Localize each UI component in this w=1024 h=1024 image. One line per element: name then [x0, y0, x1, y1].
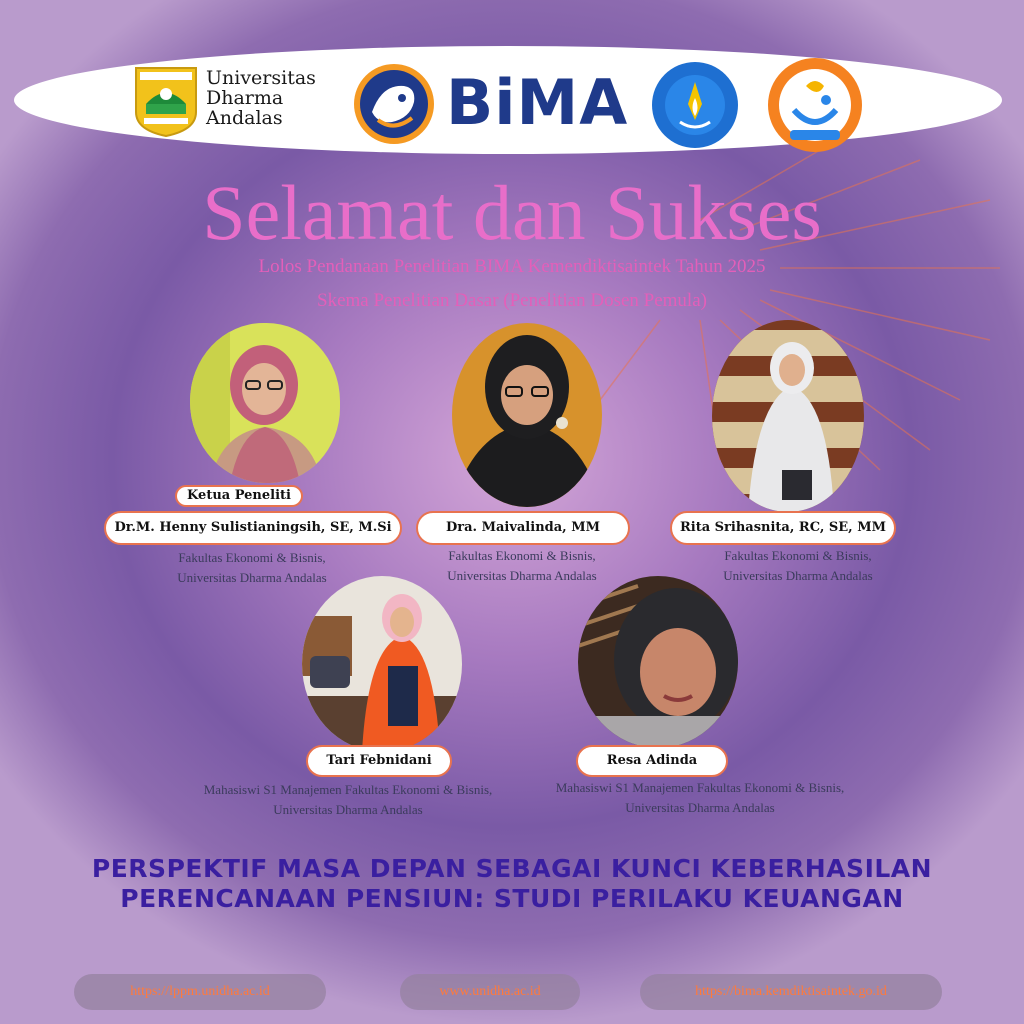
tut-wuri-handayani-logo — [650, 60, 740, 150]
member-photo-maivalinda — [452, 323, 602, 507]
bima-emblem-logo — [352, 62, 436, 146]
research-title — [40, 854, 984, 914]
university-website-link[interactable]: www.unidha.ac.id — [400, 974, 580, 1010]
member-name-5: Resa Adinda — [576, 745, 728, 777]
research-title-line2: PERENCANAAN PENSIUN: STUDI PERILAKU KEUANGAN — [120, 884, 904, 913]
university-name-line2: Dharma — [206, 87, 284, 109]
member-name-4: Tari Febnidani — [306, 745, 452, 777]
poster-title: Selamat dan Sukses — [202, 169, 822, 256]
member-name-2: Dra. Maivalinda, MM — [416, 511, 630, 545]
affiliation-line: Fakultas Ekonomi & Bisnis, — [724, 548, 872, 563]
member-affiliation-4 — [170, 780, 526, 820]
university-name-line3: Andalas — [206, 107, 283, 129]
member-affiliation-3 — [648, 546, 948, 586]
affiliation-line: Fakultas Ekonomi & Bisnis, — [448, 548, 596, 563]
bima-portal-link[interactable]: https://bima.kemdiktisaintek.go.id — [640, 974, 942, 1010]
member-photo-resa — [578, 576, 738, 748]
member-photo-rita — [712, 320, 864, 512]
member-photo-henny — [190, 323, 340, 483]
member-name-3: Rita Srihasnita, RC, SE, MM — [670, 511, 896, 545]
member-name-1: Dr.M. Henny Sulistianingsih, SE, M.Si — [104, 511, 402, 545]
funding-subtitle: Lolos Pendanaan Penelitian BIMA Kemendiktisaintek Tahun 2025 — [258, 256, 766, 277]
affiliation-line: Universitas Dharma Andalas — [177, 570, 327, 585]
affiliation-line: Mahasiswi S1 Manajemen Fakultas Ekonomi & Bisnis, — [555, 780, 845, 795]
affiliation-line: Fakultas Ekonomi & Bisnis, — [178, 550, 326, 565]
member-photo-tari — [302, 576, 462, 752]
member-affiliation-2 — [372, 546, 672, 586]
affiliation-line: Universitas Dharma Andalas — [447, 568, 597, 583]
affiliation-line: Mahasiswi S1 Manajemen Fakultas Ekonomi & Bisnis, — [203, 782, 493, 797]
udha-crest-logo — [132, 64, 200, 138]
lead-researcher-badge: Ketua Peneliti — [175, 485, 303, 507]
lppm-link[interactable]: https://lppm.unidha.ac.id — [74, 974, 326, 1010]
affiliation-line: Universitas Dharma Andalas — [723, 568, 873, 583]
university-name-line1: Universitas — [206, 67, 316, 89]
bima-wordmark: BiMA — [446, 66, 629, 139]
diktisaintek-berdampak-logo — [766, 56, 864, 154]
affiliation-line: Universitas Dharma Andalas — [625, 800, 775, 815]
research-title-line1: PERSPEKTIF MASA DEPAN SEBAGAI KUNCI KEBERHASILAN — [91, 854, 933, 883]
university-name — [206, 68, 316, 128]
member-affiliation-5 — [526, 778, 874, 818]
affiliation-line: Universitas Dharma Andalas — [273, 802, 423, 817]
scheme-subtitle: Skema Penelitian Dasar (Penelitian Dosen Pemula) — [317, 290, 707, 311]
